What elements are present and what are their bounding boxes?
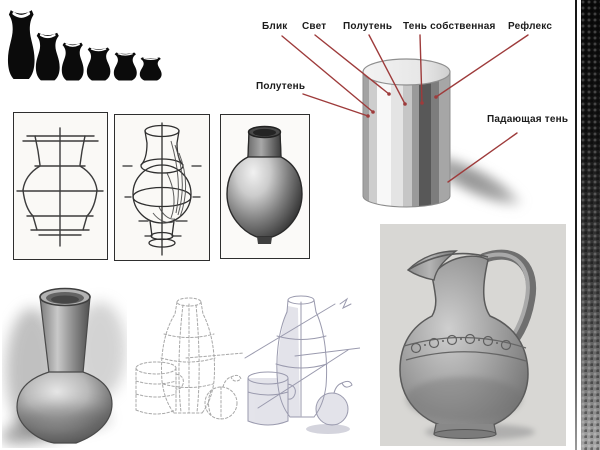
vase-construction-drawing (14, 113, 106, 258)
label-halftone-left: Полутень (256, 81, 306, 92)
still-life-construction-sketch-figure (126, 286, 244, 444)
right-border-line (575, 0, 577, 450)
vase-line-shading-drawing (115, 115, 208, 258)
label-light: Свет (302, 21, 327, 32)
pitcher-pencil-drawing (380, 224, 566, 446)
still-life-toned-sketch-figure (240, 286, 360, 448)
right-border-texture-strip (581, 0, 600, 450)
label-form-shadow: Тень собственная (403, 21, 496, 32)
callout-lines (250, 30, 580, 220)
label-highlight: Блик (262, 21, 288, 32)
jug-drawing-frame (380, 224, 566, 446)
label-halftone-top: Полутень (343, 21, 393, 32)
label-cast-shadow: Падающая тень (487, 114, 569, 125)
tonal-vase-study-figure (2, 280, 127, 448)
panel-line-shading (114, 114, 210, 261)
vase-silhouettes-figure (2, 3, 172, 83)
label-reflex: Рефлекс (508, 21, 553, 32)
panel-construction-lines (13, 112, 108, 260)
